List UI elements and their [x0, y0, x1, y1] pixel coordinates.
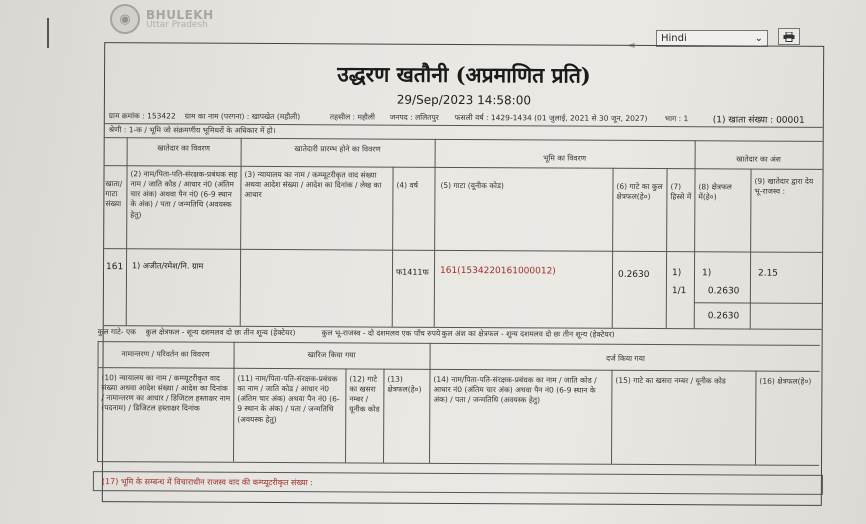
khatauni-frame — [97, 42, 824, 506]
col-8-header: (8) क्षेत्रफल में(हे०) — [698, 182, 732, 202]
row-year: फ1411फ — [395, 267, 429, 277]
col-6-header: (6) गाटे का कुल क्षेत्रफल(हे०) — [616, 181, 663, 202]
khata-number: (1) खाता संख्या : 00001 — [712, 115, 805, 126]
gram-name: ग्राम का नाम (परगना) : खापखेत (महौली) — [184, 111, 301, 122]
gram-code: ग्राम क्रमांक : 153422 — [108, 111, 176, 121]
col-7-header: (7) हिस्से में — [670, 182, 692, 202]
group-khatedar-ansh: खातेदार का अंश — [736, 154, 781, 164]
document-datetime: 29/Sep/2023 14:58:00 — [396, 92, 532, 108]
summary-revenue: कुल भू-राजस्व - दो दशमलव एक पाँच रुपये — [321, 328, 441, 338]
row-revenue: 2.15 — [757, 268, 779, 279]
back-arrow-icon[interactable]: ◄ — [627, 40, 635, 51]
row-share-1: 1) — [671, 268, 682, 279]
col-13-header: (13) क्षेत्रफल(हे०) — [387, 374, 422, 394]
col-10-header: (10) न्यायालय का नाम / कम्प्यूटरीकृत वाद संख्या अथवा आदेश संख्या / आदेश का दिनांक / नामान्तरण का आधार / डिजिटल हस्ताक्षर नाम (पदनाम) / डिजिटल हस्ताक्षर दिनांक — [101, 373, 231, 413]
bhulekh-logo — [110, 4, 214, 34]
row-ansh-2: 0.2630 — [707, 286, 740, 297]
bhag: भाग : 1 — [664, 114, 689, 124]
col-4-header: (4) वर्ष — [396, 180, 419, 190]
group-khatedari: खातेदारी प्रारम्भ होने का विवरण — [294, 144, 381, 154]
row-total: 0.2630 — [707, 311, 740, 322]
group-darj: दर्ज किया गया — [606, 353, 645, 363]
document-title: उद्धरण खतौनी (अप्रमाणित प्रति) — [337, 61, 591, 88]
summary-area: कुल क्षेत्रफल - शून्य दशमलव दो छः तीन शून्य (हेक्टेयर) — [145, 327, 296, 338]
summary-ansh: कुल अंश का क्षेत्रफल - शून्य दशमलव दो छः तीन शून्य (हेक्टेयर) — [441, 328, 615, 339]
group-kharij: खारिज किया गया — [307, 350, 356, 360]
janpad: जनपद : ललितपुर — [389, 112, 439, 122]
footer-pending-case: (17) भूमि के सम्बन्ध में विचाराधीन राजस्व वाद की कम्प्यूटरीकृत संख्या : — [93, 471, 823, 495]
print-button[interactable] — [778, 28, 800, 45]
col-5-header: (5) गाटा (यूनीक कोड) — [440, 180, 504, 191]
col-2-header: (2) नाम/पिता-पति-संरक्षक-प्रबंधक सह नाम / जाति कोड / आधार नं0 (अंतिम चार अंक) अथवा पैन नं0 (6-9 स्थान के अंक) / पता / जन्मतिथि (अवयस्क हेतु) — [130, 169, 238, 219]
col-11-header: (11) नाम/पिता-पति-संरक्षक-प्रबंधक का नाम / जाति कोड / आधार नं0 (अंतिम चार अंक) अथवा पैन नं0 (6-9 स्थान के अंक) / पता / जन्मतिथि (अवयस्क हेतु) — [237, 373, 340, 424]
col-12-header: (12) गाटे का खसरा नम्बर / यूनीक कोड — [349, 374, 380, 414]
group-bhumi: भूमि का विवरण — [543, 153, 587, 163]
row-ansh-1: 1) — [701, 268, 712, 279]
chevron-down-icon: ⌄ — [754, 33, 763, 44]
emblem-icon: ◉ — [110, 4, 140, 34]
col-16-header: (16) क्षेत्रफल(हे०) — [759, 376, 812, 386]
logo-title: BHULEKH — [146, 7, 214, 22]
fasli-year: फसली वर्ष : 1429-1434 (01 जुलाई, 2021 से 30 जून, 2027) — [454, 112, 648, 123]
col-khata-header: खाता/ गाटा संख्या — [105, 179, 123, 209]
col-14-header: (14) नाम/पिता-पति-संरक्षक-प्रबंधक का नाम / जाति कोड / आधार नं0 (अंतिम चार अंक) अथवा पैन नं0 (6-9 स्थान के अंक) / पता / जन्मतिथि (अवयस्क हेतु) — [433, 374, 597, 405]
group-khatedar: खातेदार का विवरण — [157, 143, 210, 153]
group-namantaran: नामान्तरण / परिवर्तन का विवरण — [121, 349, 210, 359]
logo-subtitle: Uttar Pradesh — [146, 19, 208, 30]
margin-mark — [47, 18, 49, 48]
tehsil: तहसील : महौली — [329, 112, 375, 122]
printer-icon — [783, 32, 795, 42]
col-3-header: (3) न्यायालय का नाम / कम्प्यूटरीकृत वाद संख्या अथवा आदेश संख्या / आदेश का दिनांक / लेख का आधार — [244, 169, 382, 200]
summary-gata-count: कुल गाटे- एक — [97, 327, 136, 337]
col-15-header: (15) गाटे का खसरा नम्बर / यूनीक कोड — [615, 375, 726, 386]
row-gata[interactable]: 161(1534220161000012) — [439, 265, 556, 277]
shreni: श्रेणी : 1-क / भूमि जो संक्रमणीय भूमिधरों के अधिकार में हो। — [108, 125, 276, 136]
row-share-2: 1/1 — [671, 286, 687, 297]
language-value: Hindi — [661, 33, 687, 44]
col-9-header: (9) खातेदार द्वारा देय भू-राजस्व : — [754, 176, 814, 196]
row-name: 1) अजीत/रमेश/नि. ग्राम — [132, 261, 204, 271]
row-area: 0.2630 — [617, 269, 650, 280]
row-khata: 161 — [106, 262, 124, 273]
